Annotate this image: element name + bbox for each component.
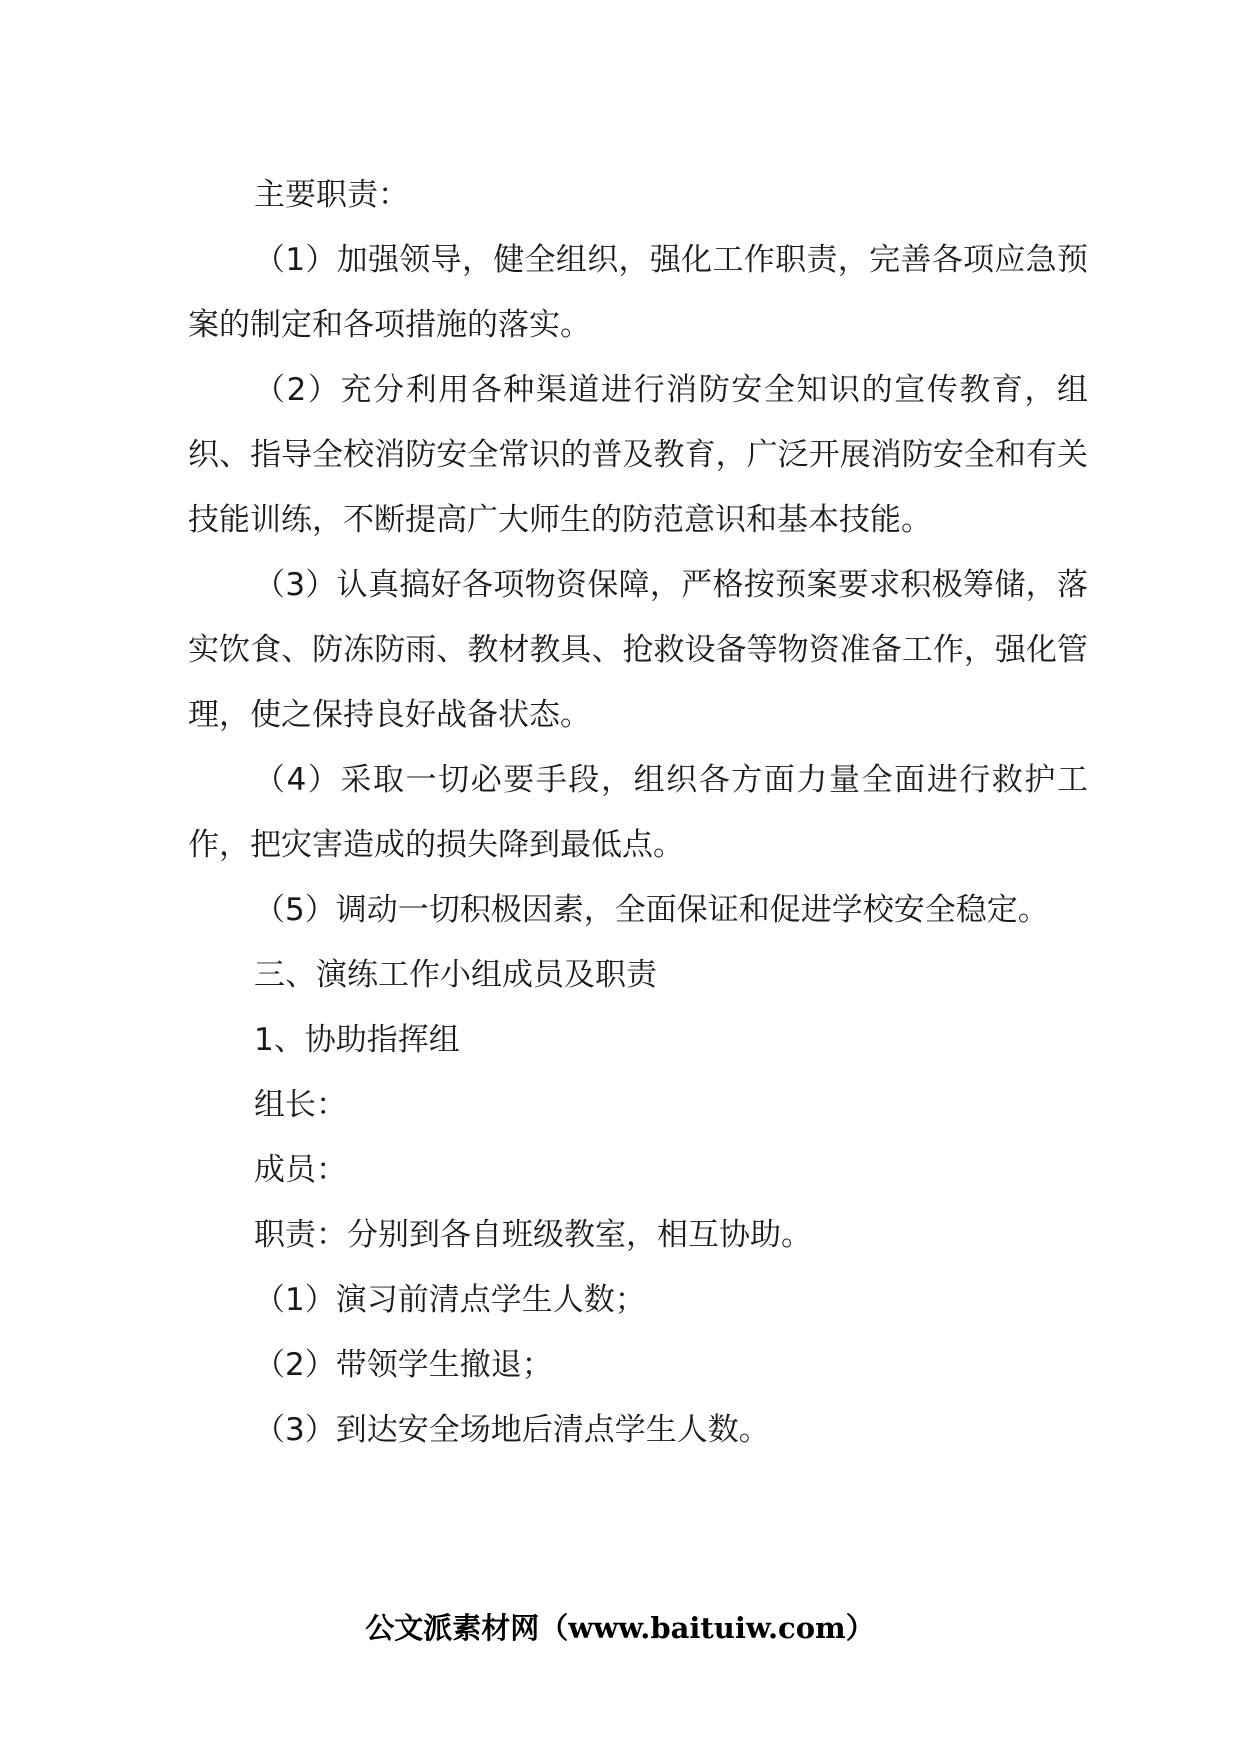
duty-item-3: （3）认真搞好各项物资保障，严格按预案要求积极筹储，落实饮食、防冻防雨、教材教具、抢救设备等物资准备工作，强化管理，使之保持良好战备状态。 xyxy=(188,567,1088,733)
group-duty-item-1: （1）演习前清点学生人数； xyxy=(254,1282,646,1318)
group-duty-item-2: （2）带领学生撤退； xyxy=(254,1347,553,1383)
group-duty-item-3: （3）到达安全场地后清点学生人数。 xyxy=(254,1412,770,1448)
duty-item-5: （5）调动一切积极因素，全面保证和促进学校安全稳定。 xyxy=(254,892,1049,928)
duty-item-4: （4）采取一切必要手段，组织各方面力量全面进行救护工作，把灾害造成的损失降到最低点。 xyxy=(188,762,1088,863)
group-duties-line: 职责：分别到各自班级教室，相互协助。 xyxy=(254,1217,812,1253)
subsection-heading-1: 1、协助指挥组 xyxy=(254,1022,460,1058)
page-footer-watermark: 公文派素材网（www.baituiw.com） xyxy=(365,1611,875,1645)
section-heading-3: 三、演练工作小组成员及职责 xyxy=(254,957,657,993)
group-leader-line: 组长： xyxy=(254,1087,347,1123)
document-body xyxy=(188,163,1088,1463)
section-heading-main-duties: 主要职责： xyxy=(254,177,409,213)
duty-item-2: （2）充分利用各种渠道进行消防安全知识的宣传教育，组织、指导全校消防安全常识的普及教育，广泛开展消防安全和有关技能训练，不断提高广大师生的防范意识和基本技能。 xyxy=(188,372,1088,538)
duty-item-1: （1）加强领导，健全组织，强化工作职责，完善各项应急预案的制定和各项措施的落实。 xyxy=(188,242,1088,343)
group-members-line: 成员： xyxy=(254,1152,347,1188)
